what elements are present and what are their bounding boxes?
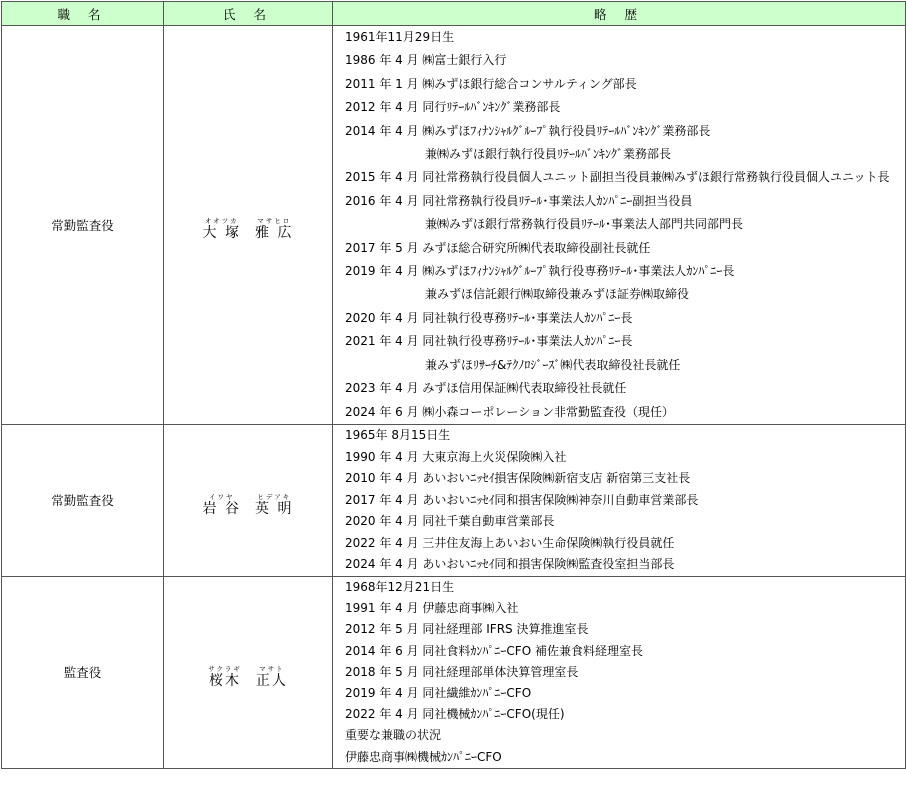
- history-line: 2019 年 4 月 ㈱みずほﾌｨﾅﾝｼｬﾙｸﾞﾙｰﾌﾟ執行役専務ﾘﾃｰﾙ･事業法人ｶﾝﾊﾟﾆｰ長: [345, 264, 735, 279]
- family-name-kana: イワヤ: [209, 492, 235, 501]
- history-line: 兼みずほ信託銀行㈱取締役兼みずほ証券㈱取締役: [425, 287, 690, 302]
- history-line: 兼㈱みずほ銀行執行役員ﾘﾃｰﾙﾊﾞﾝｷﾝｸﾞ業務部長: [425, 147, 672, 162]
- history-line: 1986 年 4 月 ㈱富士銀行入行: [345, 53, 507, 68]
- given-name: [256, 665, 288, 689]
- given-name-kanji: 英 明: [255, 500, 294, 517]
- family-name-kana: オオツカ: [204, 217, 239, 226]
- history-line: 2016 年 4 月 同社常務執行役員ﾘﾃｰﾙ･事業法人ｶﾝﾊﾟﾆｰ副担当役員: [345, 193, 693, 208]
- officer-row: [2, 424, 906, 576]
- history-line: 1990 年 4 月 大東京海上火災保険㈱入社: [345, 449, 567, 464]
- family-name: [203, 217, 241, 241]
- officer-position: 常勤監査役: [2, 424, 164, 576]
- officer-name: [164, 577, 333, 769]
- history-line: 2012 年 5 月 同社経理部 IFRS 決算推進室長: [345, 622, 589, 637]
- history-line: 2017 年 4 月 あいおいﾆｯｾｲ同和損害保険㈱神奈川自動車営業部長: [345, 492, 699, 507]
- family-name-kanji: 桜木: [209, 672, 241, 689]
- history-line: 2014 年 4 月 ㈱みずほﾌｨﾅﾝｼｬﾙｸﾞﾙｰﾌﾟ執行役員ﾘﾃｰﾙﾊﾞﾝｷﾝｸﾞ業務部長: [345, 123, 711, 138]
- history-line: 2017 年 5 月 みずほ総合研究所㈱代表取締役副社長就任: [345, 240, 651, 255]
- given-name-kanji: 正人: [255, 672, 288, 689]
- family-name-kanji: 岩 谷: [202, 500, 241, 517]
- family-name-kana: サクラギ: [208, 664, 242, 673]
- history-line: 2015 年 4 月 同社常務執行役員個人ユニット副担当役員兼㈱みずほ銀行常務執行役員個人ユニット長: [345, 170, 890, 185]
- history-line: 兼みずほﾘｻｰﾁ&ﾃｸﾉﾛｼﾞｰｽﾞ㈱代表取締役社長就任: [425, 357, 681, 372]
- family-name: [208, 665, 242, 689]
- history-line: 2011 年 1 月 ㈱みずほ銀行総合コンサルティング部長: [345, 76, 637, 91]
- header-history: 略 歴: [333, 2, 906, 26]
- officer-row: [2, 577, 906, 769]
- history-line: 1991 年 4 月 伊藤忠商事㈱入社: [345, 601, 519, 616]
- history-line: 2010 年 4 月 あいおいﾆｯｾｲ損害保険㈱新宿支店 新宿第三支社長: [345, 471, 691, 486]
- officer-table: [1, 1, 906, 769]
- history-line: 2019 年 4 月 同社繊維ｶﾝﾊﾟﾆｰCFO: [345, 686, 532, 701]
- family-name: [203, 493, 241, 517]
- history-line: 重要な兼職の状況: [345, 728, 442, 743]
- history-line: 2023 年 4 月 みずほ信用保証㈱代表取締役社長就任: [345, 381, 627, 396]
- history-line: 兼㈱みずほ銀行常務執行役員ﾘﾃｰﾙ･事業法人部門共同部門長: [425, 217, 744, 232]
- officer-position: 監査役: [2, 577, 164, 769]
- officer-history: [333, 424, 906, 576]
- header-name: 氏 名: [164, 2, 333, 26]
- history-line: 2022 年 4 月 三井住友海上あいおい生命保険㈱執行役員就任: [345, 535, 675, 550]
- given-name: [255, 217, 293, 241]
- history-line: 2020 年 4 月 同社執行役専務ﾘﾃｰﾙ･事業法人ｶﾝﾊﾟﾆｰ長: [345, 310, 633, 325]
- history-line: 2012 年 4 月 同行ﾘﾃｰﾙﾊﾞﾝｷﾝｸﾞ業務部長: [345, 100, 561, 115]
- history-line: 1965年 8月15日生: [345, 427, 451, 442]
- given-name-kana: マサヒロ: [257, 217, 292, 226]
- history-line: 2022 年 4 月 同社機械ｶﾝﾊﾟﾆｰCFO(現任): [345, 707, 565, 722]
- given-name-kana: マサト: [259, 664, 285, 673]
- history-line: 2020 年 4 月 同社千葉自動車営業部長: [345, 514, 555, 529]
- given-name-kana: ヒデアキ: [257, 492, 292, 501]
- given-name-kanji: 雅 広: [255, 225, 294, 242]
- header-row: [2, 2, 906, 26]
- history-line: 2024 年 4 月 あいおいﾆｯｾｲ同和損害保険㈱監査役室担当部長: [345, 557, 675, 572]
- history-line: 2024 年 6 月 ㈱小森コーポレーション非常勤監査役（現任）: [345, 404, 674, 419]
- history-line: 2014 年 6 月 同社食料ｶﾝﾊﾟﾆｰCFO 補佐兼食料経理室長: [345, 643, 643, 658]
- history-line: 伊藤忠商事㈱機械ｶﾝﾊﾟﾆｰCFO: [345, 749, 502, 764]
- officer-name: [164, 424, 333, 576]
- officer-position: 常勤監査役: [2, 26, 164, 425]
- officer-row: [2, 26, 906, 425]
- officer-name: [164, 26, 333, 425]
- history-line: 1968年12月21日生: [345, 580, 455, 595]
- officer-history: [333, 577, 906, 769]
- given-name: [255, 493, 293, 517]
- history-line: 2018 年 5 月 同社経理部単体決算管理室長: [345, 664, 579, 679]
- family-name-kanji: 大 塚: [202, 225, 241, 242]
- history-line: 1961年11月29日生: [345, 30, 455, 44]
- history-line: 2021 年 4 月 同社執行役専務ﾘﾃｰﾙ･事業法人ｶﾝﾊﾟﾆｰ長: [345, 334, 633, 349]
- officer-history: [333, 26, 906, 425]
- header-position: 職 名: [2, 2, 164, 26]
